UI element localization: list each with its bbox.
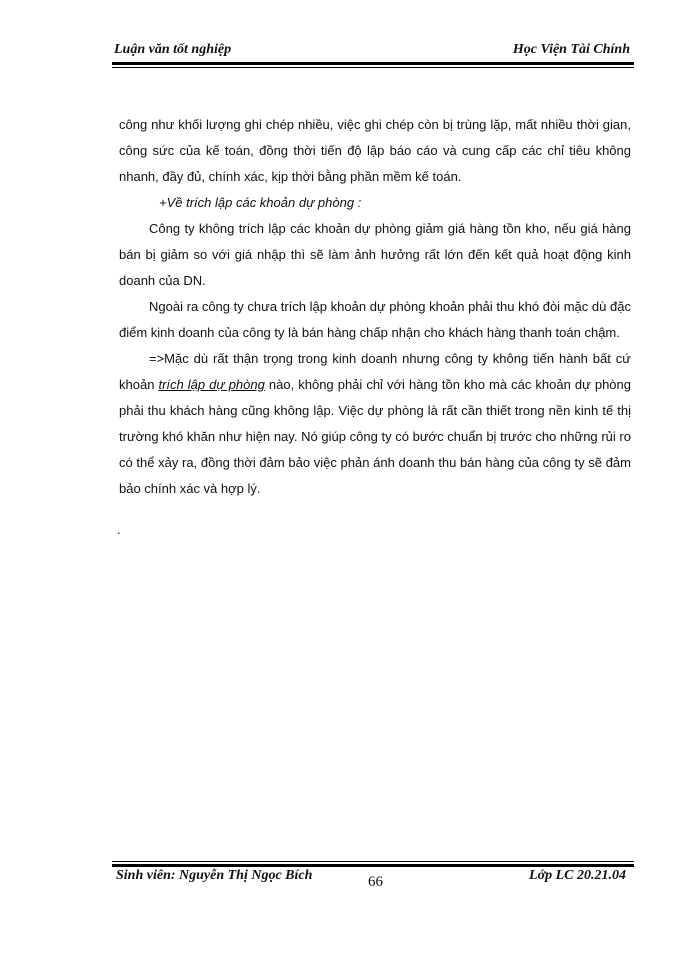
document-body [119,112,631,502]
page-footer [112,866,634,890]
paragraph-4-end: nào, không phải chỉ với hàng tồn kho mà các khoản dự phòng phải thu khách hàng cũng không lập. Việc dự phòng là rất cần thiết trong nền kinh tế thị trường khó khăn như hiện nay. Nó giúp công ty có bước chuẩn bị trước cho những rủi ro có thể xảy ra, đồng thời đảm bảo việc phản ánh doanh thu bán hàng của công ty sẽ đảm bảo chính xác và hợp lý. [119,377,631,496]
provision-link[interactable]: trích lập dự phòng [158,377,265,392]
institution-name: Học Viện Tài Chính [512,42,630,57]
footer-rule-thin [112,861,634,862]
paragraph-1: công như khối lượng ghi chép nhiều, việc ghi chép còn bị trùng lặp, mất nhiều thời gian, công sức của kế toán, đồng thời tiến độ lập báo cáo và cung cấp các chỉ tiêu không nhanh, đầy đủ, chính xác, kịp thời bằng phần mềm kế toán. [119,117,631,184]
stray-dot: . [117,522,121,537]
header-rule-thick [112,62,634,65]
header-rule-thin [112,67,634,68]
paragraph-3: Ngoài ra công ty chưa trích lập khoản dự phòng khoản phải thu khó đòi mặc dù đặc điểm kinh doanh của công ty là bán hàng chấp nhận cho khách hàng thanh toán chậm. [119,299,631,340]
paragraph-4 [119,346,631,502]
thesis-label: Luận văn tốt nghiệp [114,42,232,57]
page-header [112,40,634,62]
page-number: 66 [368,874,383,890]
section-subheading: +Về trích lập các khoản dự phòng : [159,195,362,210]
paragraph-4-start: =>Mặc dù rất thận trọng trong kinh doanh nhưng công ty không tiến hành bất cứ khoản [119,351,631,392]
paragraph-2: Công ty không trích lập các khoản dự phòng giảm giá hàng tồn kho, nếu giá hàng bán bị giảm so với giá nhập thì sẽ làm ảnh hưởng rất lớn đến kết quả hoạt động kinh doanh của DN. [119,221,631,288]
student-name: Sinh viên: Nguyễn Thị Ngọc Bích [116,868,313,883]
class-code: Lớp LC 20.21.04 [529,868,626,883]
